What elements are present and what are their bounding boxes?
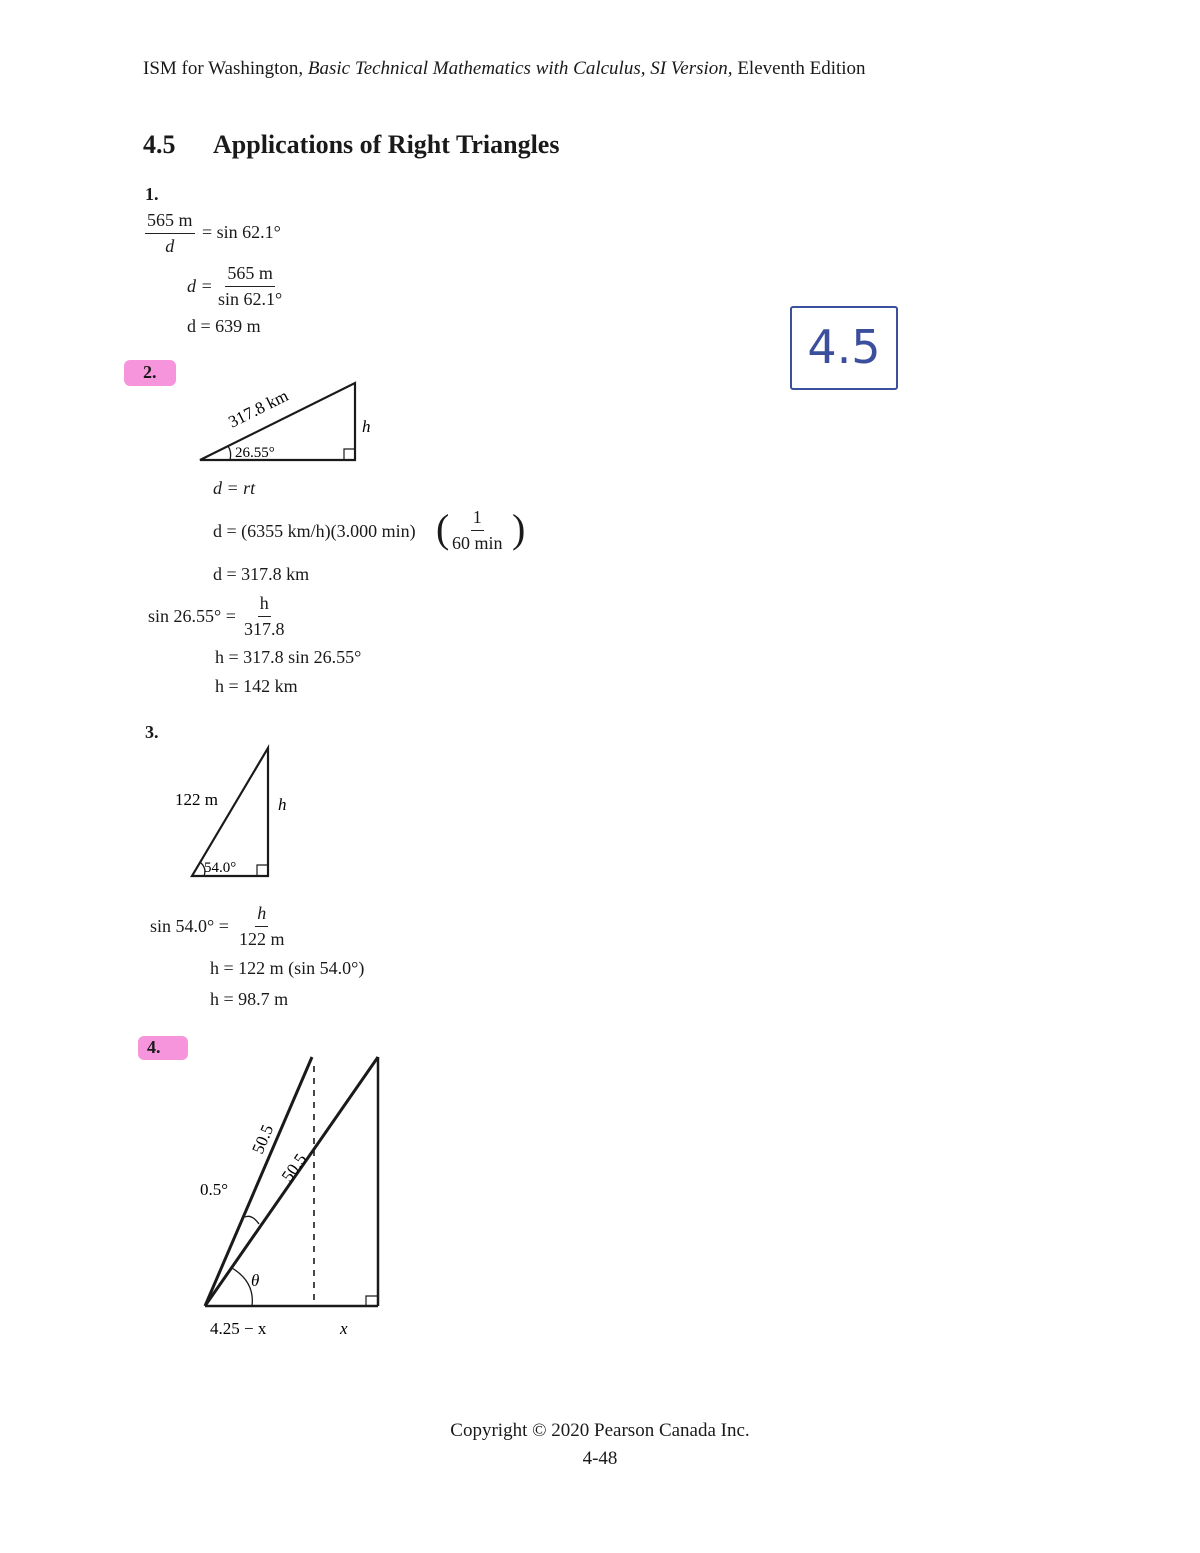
problem-2-sin-fraction [244,593,285,640]
problem-3-hyp-label: 122 m [175,790,218,809]
problem-4-base-left: 4.25 − x [210,1319,267,1338]
right-angle-mark [257,865,268,876]
fraction-denominator: d [165,236,175,256]
problem-3-sin-fraction [239,903,285,950]
problem-3-side-label: h [278,795,287,814]
fraction-numerator: 565 m [225,263,275,287]
right-angle-mark [366,1296,378,1306]
header-book-title: Basic Technical Mathematics with Calculus, SI Version, [307,58,733,79]
fraction-denominator: 122 m [239,929,285,949]
fraction-numerator: 1 [471,507,484,531]
fraction-numerator: h [255,903,268,927]
fraction-numerator: h [258,593,271,617]
problem-1-label: 1. [145,184,159,204]
problem-2-line-5: h = 317.8 sin 26.55° [215,647,362,667]
problem-2-line-2-fraction [452,507,503,554]
fraction-denominator: 317.8 [244,619,285,639]
problem-4-base-right: x [340,1319,348,1338]
problem-2-hyp-label: 317.8 km [225,385,292,432]
problem-2-line-1: d = rt [213,478,256,498]
problem-2-side-label: h [362,417,371,436]
problem-4-label: 4. [147,1037,161,1057]
triangle-outline [192,748,268,876]
problem-3-line-2: h = 122 m (sin 54.0°) [210,958,365,978]
problem-3-angle-label: 54.0° [204,860,237,876]
problem-2-angle-label: 26.55° [235,445,275,461]
left-paren: ( [436,506,450,551]
problem-1-d-equals: d = [187,276,213,296]
problem-2-label: 2. [143,362,157,382]
problem-2-line-3: d = 317.8 km [213,564,310,584]
angle-arc [228,446,231,460]
problem-4-length-1: 50.5 [248,1121,278,1157]
problem-2-sin-lhs: sin 26.55° = [148,606,236,626]
right-paren: ) [512,506,526,551]
copyright-notice: Copyright © 2020 Pearson Canada Inc. [450,1420,750,1441]
problem-2-line-2: d = (6355 km/h)(3.000 min) [213,521,416,541]
problem-2-line-6: h = 142 km [215,676,298,696]
problem-4-small-angle: 0.5° [200,1180,229,1199]
page-number: 4-48 [582,1448,618,1469]
fraction-denominator: sin 62.1° [218,289,283,309]
problem-3-line-3: h = 98.7 m [210,989,289,1009]
header-suffix: Eleventh Edition [732,58,866,79]
theta-arc [232,1268,252,1306]
fraction-denominator: 60 min [452,533,503,553]
small-angle-arc [245,1216,259,1224]
problem-3-triangle [192,748,268,876]
header-prefix: ISM for Washington, [143,58,308,79]
fraction-numerator: 565 m [145,210,195,234]
problem-4-length-2: 50.5 [277,1150,311,1186]
section-title: Applications of Right Triangles [213,130,560,159]
problem-3-label: 3. [145,722,159,742]
section-number: 4.5 [143,130,176,159]
problem-1-eq1-rhs: = sin 62.1° [202,222,281,242]
problem-1-result: d = 639 m [187,316,261,336]
problem-3-sin-lhs: sin 54.0° = [150,916,229,936]
right-angle-mark [344,449,355,460]
problem-4-theta: θ [251,1271,260,1290]
handwritten-section-stamp: 4.5 [790,306,898,390]
